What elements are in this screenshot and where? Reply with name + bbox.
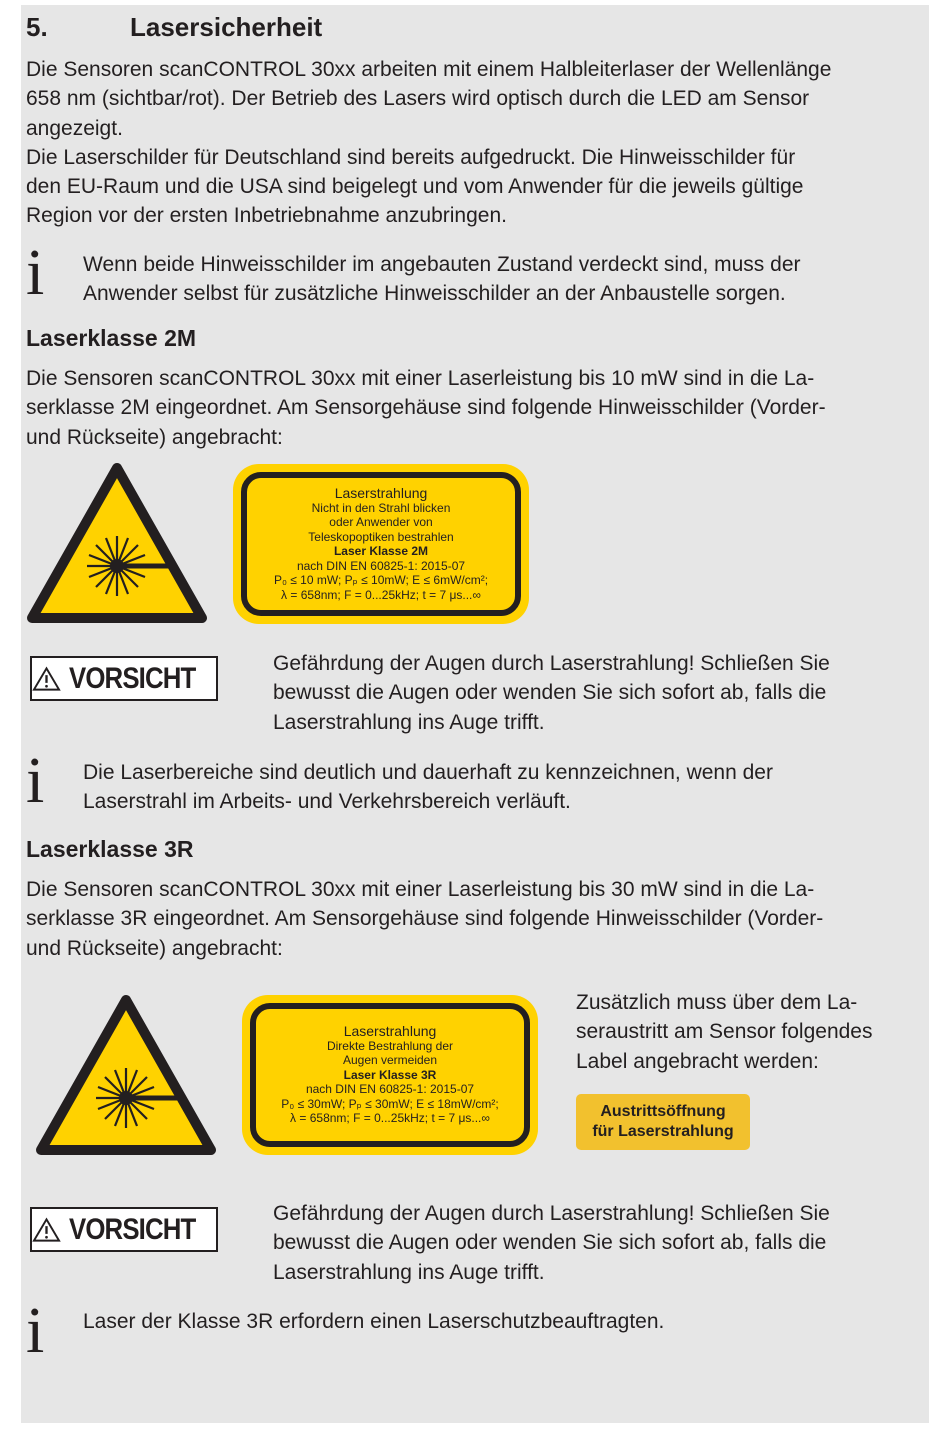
- info-icon: i: [26, 1294, 45, 1367]
- sign-text: oder Anwender von: [329, 515, 433, 529]
- class3r-description: [26, 875, 916, 963]
- text-line: Die Sensoren scanCONTROL 30xx arbeiten mit einem Halbleiterlaser der Wellenlänge: [26, 58, 832, 81]
- text-line: Region vor der ersten Inbetriebnahme anzubringen.: [26, 204, 507, 228]
- text-line: Wenn beide Hinweisschilder im angebauten Zustand verdeckt sind, muss der: [83, 253, 801, 276]
- class2m-warning-text: [273, 649, 913, 737]
- class2m-description: [26, 364, 916, 452]
- text-line: serklasse 3R eingeordnet. Am Sensorgehäuse sind folgende Hinweisschilder (Vorder-: [26, 907, 824, 931]
- text-line: seraustritt am Sensor folgendes: [576, 1020, 873, 1044]
- text-line: Laserstrahl im Arbeits- und Verkehrsbereich verläuft.: [83, 790, 571, 814]
- intro-paragraph-1: [26, 55, 916, 231]
- info-icon: i: [26, 236, 45, 309]
- text-line: angezeigt.: [26, 116, 123, 140]
- text-line: serklasse 2M eingeordnet. Am Sensorgehäuse sind folgende Hinweisschilder (Vorder-: [26, 396, 826, 420]
- sign-text: nach DIN EN 60825-1: 2015-07: [296, 558, 466, 573]
- warning-triangle-icon: [32, 666, 61, 692]
- text-line: Die Laserbereiche sind deutlich und dauerhaft zu kennzeichnen, wenn der: [83, 761, 773, 784]
- text-line: Die Sensoren scanCONTROL 30xx mit einer Laserleistung bis 30 mW sind in die La-: [26, 878, 815, 901]
- sign-title: Laserstrahlung: [343, 1023, 437, 1040]
- sign-text: Teleskopoptiken bestrahlen: [308, 529, 454, 544]
- text-line: 658 nm (sichtbar/rot). Der Betrieb des Lasers wird optisch durch die LED am Sensor: [26, 87, 810, 111]
- class3r-note: [83, 1307, 913, 1336]
- vorsicht-warning-label: [30, 656, 218, 701]
- warning-triangle-icon: [32, 1217, 61, 1243]
- text-line: Die Laserschilder für Deutschland sind bereits aufgedruckt. Die Hinweisschilder für: [26, 145, 796, 169]
- text-line: Gefährdung der Augen durch Laserstrahlung! Schließen Sie: [273, 1202, 830, 1225]
- heading-laserklasse-2m: Laserklasse 2M: [26, 325, 197, 351]
- info-icon: i: [26, 744, 45, 817]
- sign-text: Nicht in den Strahl blicken: [311, 500, 451, 515]
- text-line: Laser der Klasse 3R erfordern einen Laserschutzbeauftragten.: [83, 1310, 665, 1333]
- sign-class: Laser Klasse 2M: [333, 544, 429, 558]
- sign-class: Laser Klasse 3R: [343, 1067, 437, 1082]
- exit-label-line: Austrittsöffnung: [600, 1103, 726, 1120]
- sign-text: λ = 658nm; F = 0...25kHz; t = 7 μs...∞: [290, 1111, 490, 1126]
- class3r-warning-text: [273, 1199, 913, 1287]
- text-line: bewusst die Augen oder wenden Sie sich sofort ab, falls die: [273, 681, 827, 705]
- info-note-1: [83, 250, 913, 309]
- text-line: und Rückseite) angebracht:: [26, 425, 283, 449]
- sign-text: Direkte Bestrahlung der: [326, 1038, 454, 1053]
- text-line: Laserstrahlung ins Auge trifft.: [273, 1260, 545, 1284]
- laser-warning-triangle-icon: [26, 462, 208, 626]
- vorsicht-warning-label: [30, 1207, 218, 1252]
- heading-laserklasse-3r: Laserklasse 3R: [26, 836, 194, 862]
- laser-exit-label: [576, 1094, 750, 1150]
- section-title: Lasersicherheit: [130, 12, 323, 42]
- sign-text: λ = 658nm; F = 0...25kHz; t = 7 μs...∞: [281, 587, 481, 602]
- class3r-side-text: [576, 988, 916, 1076]
- text-line: Laserstrahlung ins Auge trifft.: [273, 710, 545, 734]
- sign-text: nach DIN EN 60825-1: 2015-07: [305, 1082, 475, 1097]
- text-line: bewusst die Augen oder wenden Sie sich sofort ab, falls die: [273, 1231, 827, 1255]
- text-line: Anwender selbst für zusätzliche Hinweisschilder an der Anbaustelle sorgen.: [83, 282, 786, 306]
- text-line: Die Sensoren scanCONTROL 30xx mit einer Laserleistung bis 10 mW sind in die La-: [26, 367, 815, 390]
- text-line: Gefährdung der Augen durch Laserstrahlung! Schließen Sie: [273, 652, 830, 675]
- sign-text: P₀ ≤ 30mW; Pₚ ≤ 30mW; E ≤ 18mW/cm²;: [281, 1096, 499, 1111]
- sign-text: P₀ ≤ 10 mW; Pₚ ≤ 10mW; E ≤ 6mW/cm²;: [273, 573, 489, 587]
- text-line: den EU-Raum und die USA sind beigelegt und vom Anwender für die jeweils gültige: [26, 175, 804, 199]
- warning-label-text: VORSICHT: [68, 1212, 196, 1246]
- text-line: und Rückseite) angebracht:: [26, 936, 283, 960]
- sign-title: Laserstrahlung: [334, 485, 428, 501]
- text-line: Zusätzlich muss über dem La-: [576, 991, 858, 1014]
- class2m-note: [83, 758, 913, 817]
- exit-label-line: für Laserstrahlung: [592, 1123, 734, 1140]
- warning-label-text: VORSICHT: [68, 661, 196, 695]
- laser-class-2m-sign: [233, 464, 529, 624]
- sign-text: Augen vermeiden: [342, 1053, 438, 1068]
- text-line: Label angebracht werden:: [576, 1049, 819, 1073]
- laser-class-3r-sign: [242, 995, 538, 1155]
- section-number: 5.: [26, 12, 48, 42]
- laser-warning-triangle-icon: [35, 994, 217, 1158]
